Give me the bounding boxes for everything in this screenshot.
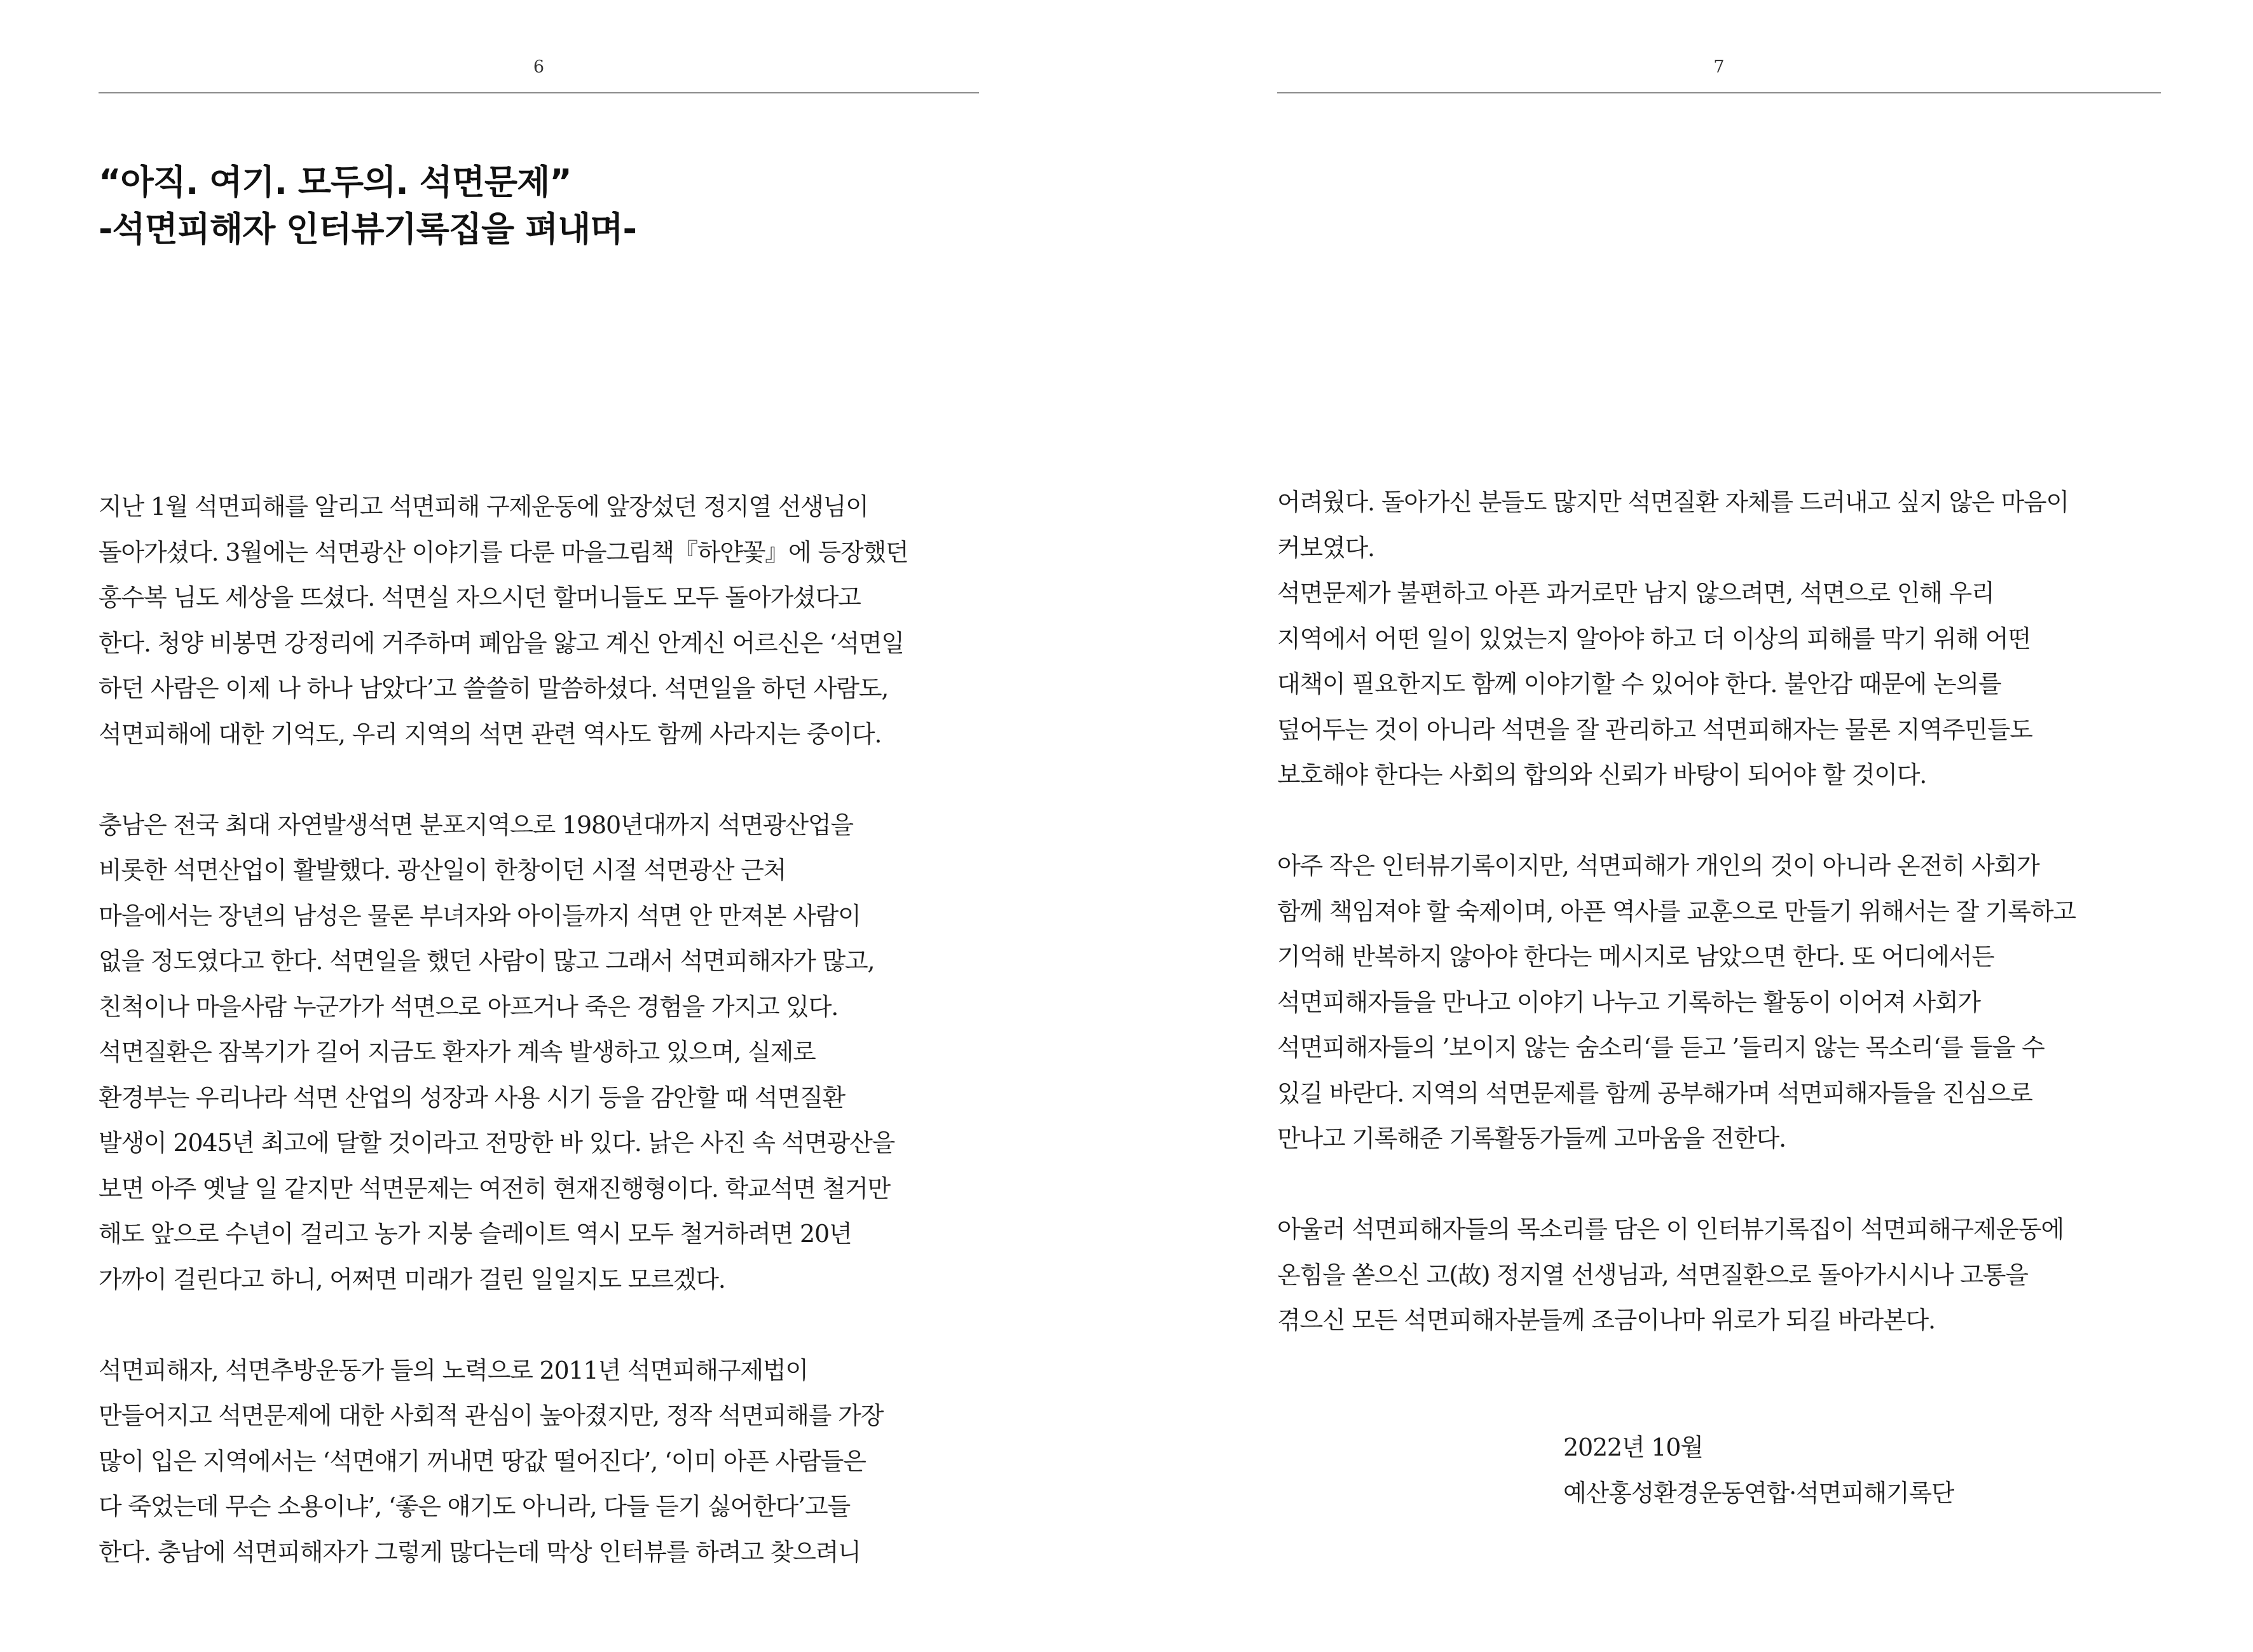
text-line: 보호해야 한다는 사회의 합의와 신뢰가 바탕이 되어야 할 것이다. (1277, 761, 1927, 789)
body-text (1277, 480, 2161, 1344)
text-line: 돌아가셨다. 3월에는 석면광산 이야기를 다룬 마을그림책『하얀꽃』에 등장했던 (99, 538, 908, 566)
subtitle-line: -석면피해자 인터뷰기록집을 펴내며- (99, 209, 636, 249)
text-line: 비롯한 석면산업이 활발했다. 광산일이 한창이던 시절 석면광산 근처 (99, 856, 786, 884)
paragraph (99, 484, 979, 757)
text-line: 아주 작은 인터뷰기록이지만, 석면피해가 개인의 것이 아니라 온전히 사회가 (1277, 852, 2039, 880)
paragraph-gap (99, 1302, 979, 1348)
text-line: 함께 책임져야 할 숙제이며, 아픈 역사를 교훈으로 만들기 위해서는 잘 기록하고 (1277, 897, 2076, 925)
text-line: 만들어지고 석면문제에 대한 사회적 관심이 높아졌지만, 정작 석면피해를 가장 (99, 1402, 884, 1430)
text-line: 가까이 걸린다고 하니, 어쩌면 미래가 걸린 일일지도 모르겠다. (99, 1265, 725, 1294)
text-line: 한다. 충남에 석면피해자가 그렇게 많다는데 막상 인터뷰를 하려고 찾으려니 (99, 1538, 861, 1566)
right-page (1277, 0, 2161, 1652)
paragraph (1277, 480, 2161, 798)
paragraph (99, 803, 979, 1303)
text-line: 해도 앞으로 수년이 걸리고 농가 지붕 슬레이트 역시 모두 철거하려면 20년 (99, 1220, 852, 1248)
header-rule (1277, 92, 2161, 93)
text-line: 홍수복 님도 세상을 뜨셨다. 석면실 자으시던 할머니들도 모두 돌아가셨다고 (99, 584, 861, 611)
text-line: 다 죽었는데 무슨 소용이냐’, ‘좋은 얘기도 아니라, 다들 듣기 싫어한다’고들 (99, 1492, 851, 1520)
text-line: 한다. 청양 비봉면 강정리에 거주하며 폐암을 앓고 계신 안계신 어르신은 ‘석면일 (99, 629, 904, 657)
text-line: 대책이 필요한지도 함께 이야기할 수 있어야 한다. 불안감 때문에 논의를 (1277, 670, 2001, 698)
title-line: “아직. 여기. 모두의. 석면문제” (99, 162, 572, 202)
text-line: 커보였다. (1277, 533, 1374, 562)
text-line: 보면 아주 옛날 일 같지만 석면문제는 여전히 현재진행형이다. 학교석면 철거만 (99, 1174, 891, 1203)
text-line: 석면피해자들의 ’보이지 않는 숨소리‘를 듣고 ’들리지 않는 목소리‘를 들을 수 (1277, 1034, 2044, 1062)
text-line: 석면피해자, 석면추방운동가 들의 노력으로 2011년 석면피해구제법이 (99, 1356, 808, 1384)
paragraph-gap (1277, 1162, 2161, 1208)
text-line: 겪으신 모든 석면피해자분들께 조금이나마 위로가 되길 바라본다. (1277, 1306, 1935, 1334)
text-line: 하던 사람은 이제 나 하나 남았다’고 쓸쓸히 말씀하셨다. 석면일을 하던 사람도, (99, 674, 889, 702)
paragraph (1277, 843, 2161, 1162)
text-line: 없을 정도였다고 한다. 석면일을 했던 사람이 많고 그래서 석면피해자가 많고, (99, 947, 875, 975)
body-text (99, 484, 979, 1575)
text-line: 만나고 기록해준 기록활동가들께 고마움을 전한다. (1277, 1124, 1786, 1152)
text-line: 충남은 전국 최대 자연발생석면 분포지역으로 1980년대까지 석면광산업을 (99, 810, 853, 839)
text-line: 많이 입은 지역에서는 ‘석면얘기 꺼내면 땅값 떨어진다’, ‘이미 아픈 사람들은 (99, 1447, 866, 1475)
page-number: 6 (533, 57, 545, 77)
text-line: 온힘을 쏟으신 고(故) 정지열 선생님과, 석면질환으로 돌아가시시나 고통을 (1277, 1260, 2028, 1289)
text-line: 어려웠다. 돌아가신 분들도 많지만 석면질환 자체를 드러내고 싶지 않은 마음이 (1277, 488, 2069, 516)
text-line: 친척이나 마을사람 누군가가 석면으로 아프거나 죽은 경험을 가지고 있다. (99, 992, 839, 1021)
text-line: 발생이 2045년 최고에 달할 것이라고 전망한 바 있다. 낡은 사진 속 석면광산을 (99, 1129, 895, 1157)
text-line: 지난 1월 석면피해를 알리고 석면피해 구제운동에 앞장섰던 정지열 선생님이 (99, 493, 868, 521)
signature-organization: 예산홍성환경운동연합·석면피해기록단 (1563, 1478, 1954, 1507)
paragraph-gap (99, 757, 979, 803)
text-line: 있길 바란다. 지역의 석면문제를 함께 공부해가며 석면피해자들을 진심으로 (1277, 1079, 2032, 1107)
text-line: 지역에서 어떤 일이 있었는지 알아야 하고 더 이상의 피해를 막기 위해 어떤 (1277, 624, 2030, 653)
text-line: 석면피해에 대한 기억도, 우리 지역의 석면 관련 역사도 함께 사라지는 중이다. (99, 720, 882, 748)
text-line: 환경부는 우리나라 석면 산업의 성장과 사용 시기 등을 감안할 때 석면질환 (99, 1083, 846, 1112)
paragraph (99, 1348, 979, 1576)
page-number: 7 (1713, 57, 1725, 77)
text-line: 석면질환은 잠복기가 길어 지금도 환자가 계속 발생하고 있으며, 실제로 (99, 1038, 816, 1066)
paragraph-gap (1277, 798, 2161, 844)
text-line: 석면피해자들을 만나고 이야기 나누고 기록하는 활동이 이어져 사회가 (1277, 988, 1980, 1016)
header-rule (99, 92, 979, 93)
text-line: 기억해 반복하지 않아야 한다는 메시지로 남았으면 한다. 또 어디에서든 (1277, 943, 1994, 971)
text-line: 마을에서는 장년의 남성은 물론 부녀자와 아이들까지 석면 안 만져본 사람이 (99, 901, 861, 930)
left-page (99, 0, 979, 1652)
signature-block (1563, 1425, 1954, 1516)
page-title (99, 159, 979, 253)
text-line: 석면문제가 불편하고 아픈 과거로만 남지 않으려면, 석면으로 인해 우리 (1277, 579, 1994, 607)
signature-date: 2022년 10월 (1563, 1433, 1703, 1461)
text-line: 아울러 석면피해자들의 목소리를 담은 이 인터뷰기록집이 석면피해구제운동에 (1277, 1215, 2064, 1243)
paragraph (1277, 1207, 2161, 1344)
text-line: 덮어두는 것이 아니라 석면을 잘 관리하고 석면피해자는 물론 지역주민들도 (1277, 715, 2032, 744)
